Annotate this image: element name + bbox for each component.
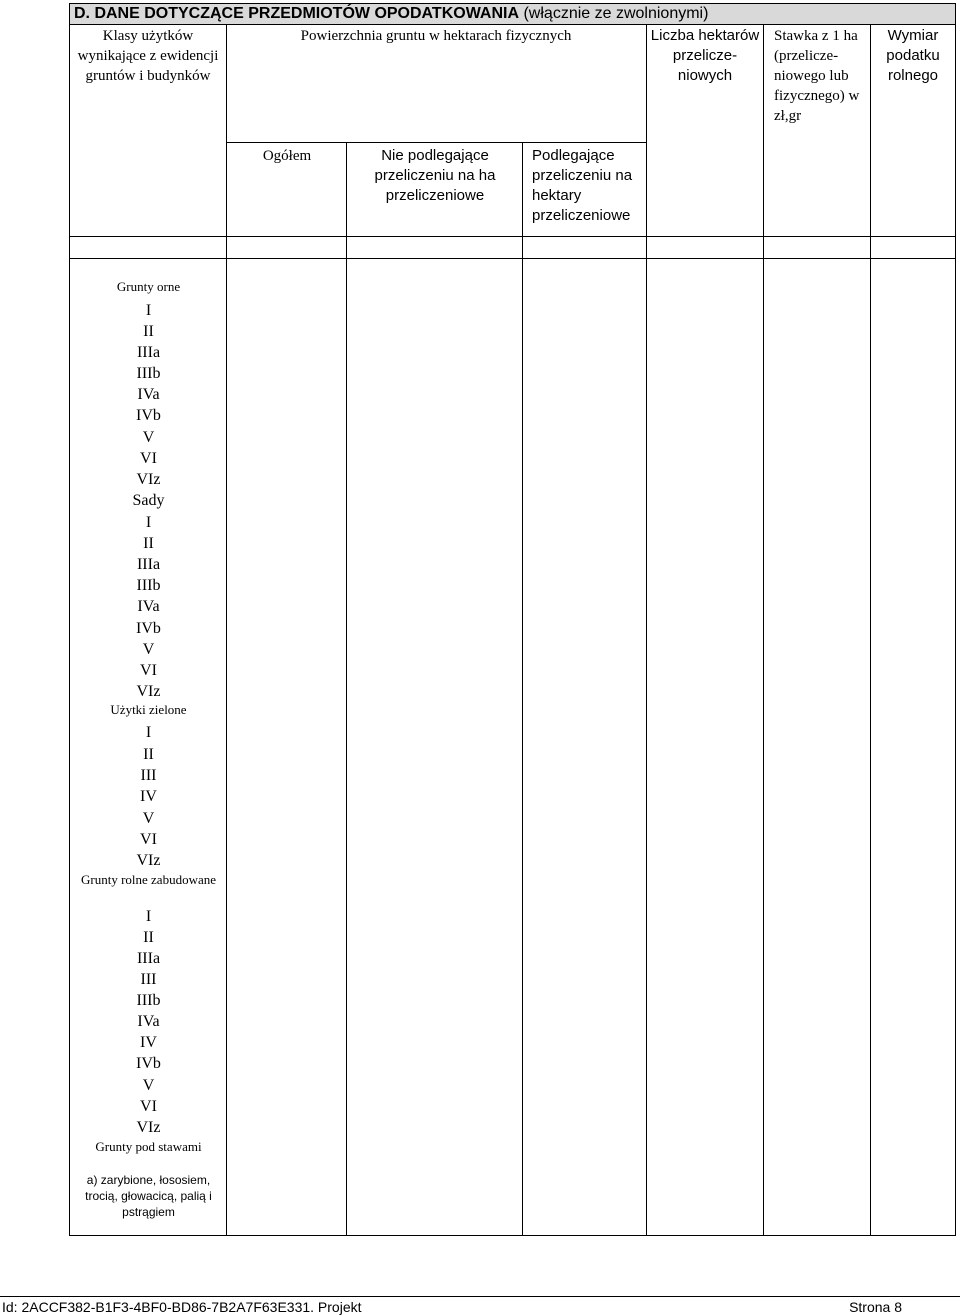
header-wymiar: Wymiar podatku rolnego (886, 27, 940, 84)
class-label: V (142, 641, 155, 658)
class-label: VI (140, 450, 157, 467)
class-label: III (140, 971, 157, 988)
class-label: IIIb (136, 577, 161, 594)
class-label: II (143, 929, 154, 946)
class-label: VIz (136, 852, 161, 869)
section-title-rest: (włącznie ze zwolnionymi) (519, 5, 709, 22)
class-label: VI (140, 831, 157, 848)
header-ogolem: Ogółem (262, 148, 312, 164)
class-label: IVa (137, 386, 160, 403)
class-label: I (145, 908, 152, 925)
class-label: IVa (137, 598, 160, 615)
class-label: IV (140, 788, 157, 805)
category-label: Grunty pod stawami (95, 1139, 202, 1154)
class-label: IIIa (136, 950, 161, 967)
document-id: Id: 2ACCF382-B1F3-4BF0-BD86-7B2A7F63E331. Projekt (2, 1299, 362, 1315)
class-label: I (145, 514, 152, 531)
class-label: IIIb (136, 365, 161, 382)
class-label: VIz (136, 1119, 161, 1136)
header-podlegajace: Podlegające przeliczeniu na hektary przeliczeniowe (532, 147, 633, 224)
category-label: Grunty orne (116, 279, 181, 294)
category-label: Grunty rolne zabudowane (80, 872, 216, 887)
class-label: VIz (136, 683, 161, 700)
class-label: IIIa (136, 556, 161, 573)
header-powierzchnia: Powierzchnia gruntu w hektarach fizycznych (300, 28, 572, 44)
class-label: II (143, 746, 154, 763)
category-label: a) zarybione, łososiem, trocią, głowacicą, palią i pstrągiem (85, 1173, 212, 1219)
class-label: IVb (136, 407, 161, 424)
header-liczba: Liczba hektarów przelicze-niowych (650, 27, 760, 84)
header-klasy: Klasy użytków wynikające z ewidencji gruntów i budynków (77, 28, 219, 84)
class-label: IVb (136, 1055, 161, 1072)
class-label: IIIb (136, 992, 161, 1009)
class-label: VI (140, 1098, 157, 1115)
class-label: VIz (136, 471, 161, 488)
class-label: Sady (132, 492, 165, 509)
header-stawka: Stawka z 1 ha (przelicze-niowego lub fizycznego) w zł,gr (774, 28, 860, 124)
class-label: I (145, 724, 152, 741)
page-footer (0, 1296, 960, 1316)
section-title (69, 3, 956, 25)
category-label: Użytki zielone (110, 702, 187, 717)
class-label: V (142, 1077, 155, 1094)
class-label: IVb (136, 620, 161, 637)
class-label: V (142, 810, 155, 827)
class-label: III (140, 767, 157, 784)
class-label: II (143, 323, 154, 340)
class-label: I (145, 302, 152, 319)
class-label: II (143, 535, 154, 552)
section-title-bold: D. DANE DOTYCZĄCE PRZEDMIOTÓW OPODATKOWANIA (74, 5, 520, 22)
class-label: IIIa (136, 344, 161, 361)
class-label: VI (140, 662, 157, 679)
page-number: Strona 8 (849, 1299, 902, 1315)
header-nie-podlegajace: Nie podlegające przeliczeniu na ha przeliczeniowe (374, 147, 496, 204)
class-label: IVa (137, 1013, 160, 1030)
class-label: V (142, 429, 155, 446)
class-label: IV (140, 1034, 157, 1051)
